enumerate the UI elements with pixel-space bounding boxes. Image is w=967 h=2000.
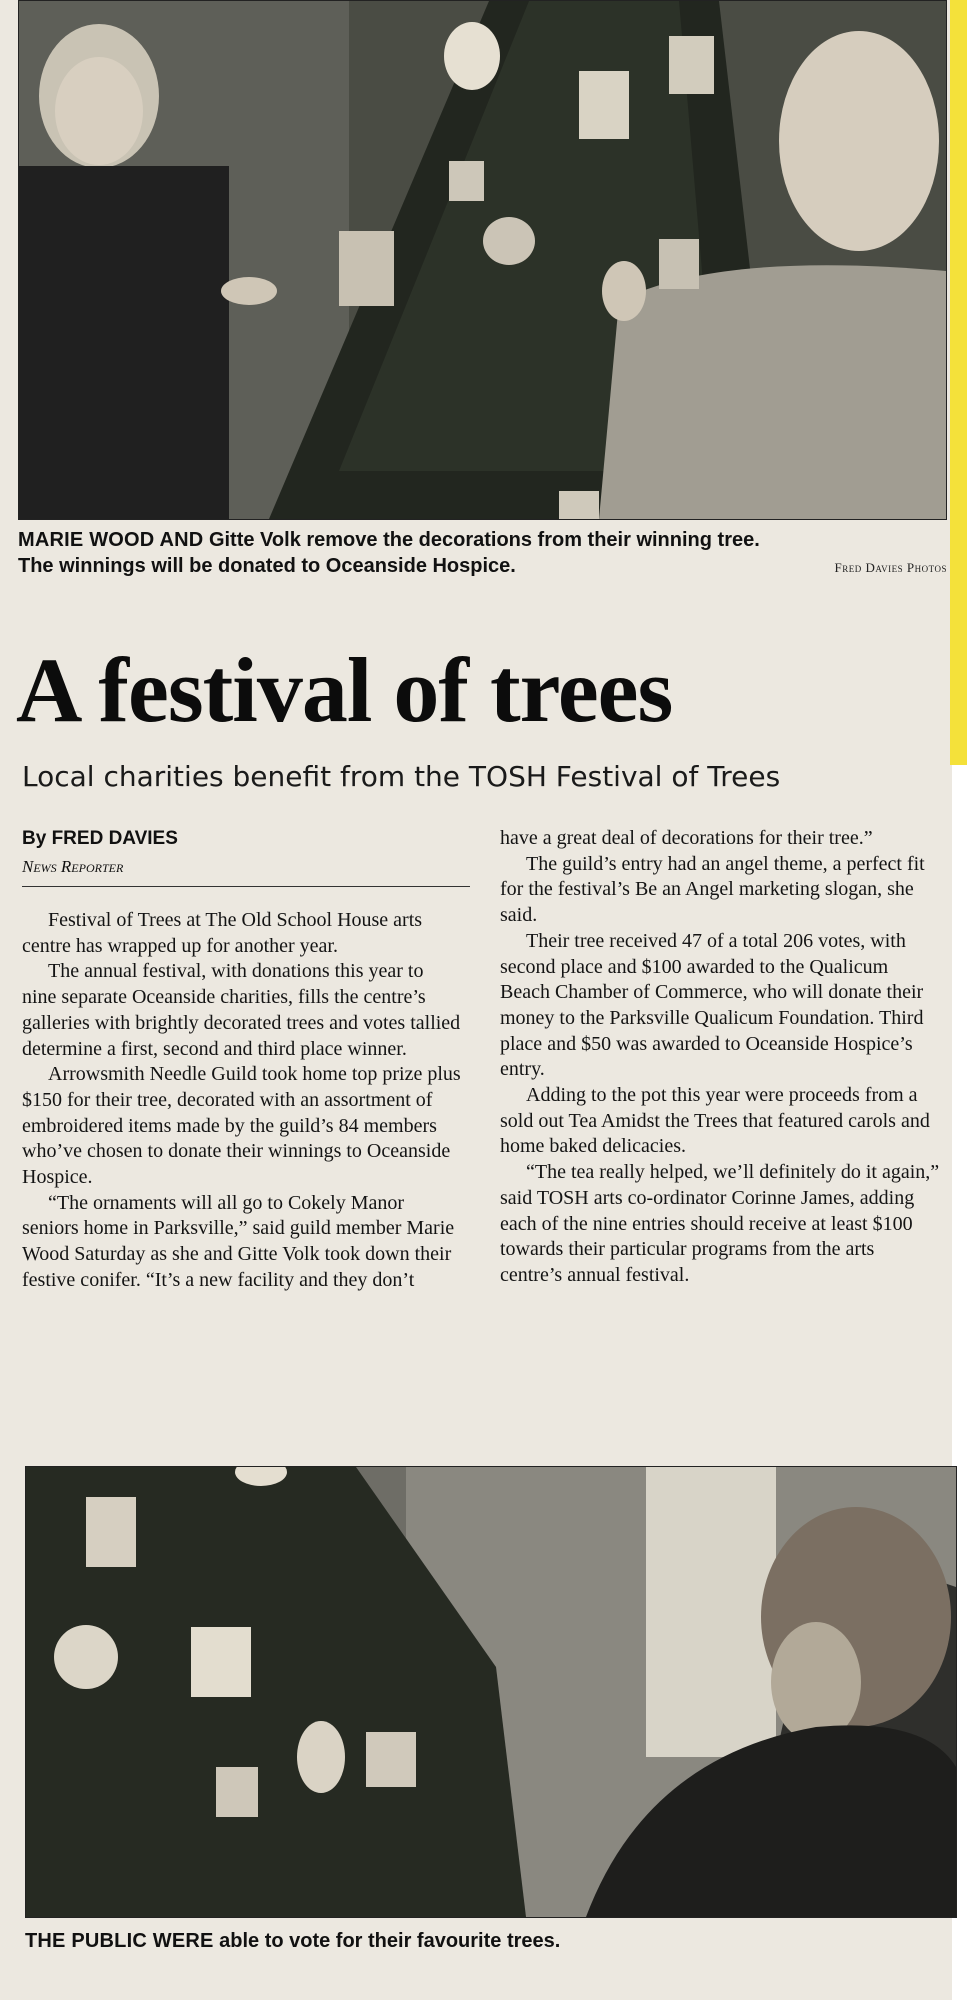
byline-rule xyxy=(22,886,470,887)
bottom-photo-image xyxy=(26,1467,956,1917)
paragraph: Adding to the pot this year were proceeds from a sold out Tea Amidst the Trees that featured carols and home baked delicacies. xyxy=(500,1084,930,1158)
paragraph: “The ornaments will all go to Cokely Manor seniors home in Parksville,” said guild member Marie Wood Saturday as she and Gitte Volk took down their festive conifer. “It’s a new facility and they don’t xyxy=(22,1191,455,1291)
paragraph: The guild’s entry had an angel theme, a perfect fit for the festival’s Be an Angel marketing slogan, she said. xyxy=(500,852,925,927)
paragraph: Festival of Trees at The Old School House arts centre has wrapped up for another year. xyxy=(22,909,423,957)
paragraph: have a great deal of decorations for their tree.” xyxy=(500,827,873,849)
paragraph: “The tea really helped, we’ll definitely do it again,” said TOSH arts co-ordinator Corinne James, adding each of the nine entries should receive at least $100 towards their particular programs from the arts centre’s annual festival. xyxy=(500,1161,940,1286)
byline: By FRED DAVIES xyxy=(22,828,178,849)
background-strip xyxy=(950,0,967,765)
bottom-photo-caption xyxy=(25,1928,560,1954)
paragraph: Their tree received 47 of a total 206 votes, with second place and $100 awarded to the Qualicum Beach Chamber of Commerce, who will donate their money to the Parksville Qualicum Foundation. Third place and $50 was awarded to Oceanside Hospice’s entry. xyxy=(500,929,924,1081)
top-photo-caption xyxy=(18,527,947,587)
caption-text: Gitte Volk remove the decorations from their winning tree. xyxy=(203,529,760,551)
deck: Local charities benefit from the TOSH Festival of Trees xyxy=(22,760,781,793)
paragraph: The annual festival, with donations this year to nine separate Oceanside charities, fills the centre’s galleries with brightly decorated trees and votes tallied determine a first, second and third place winner. xyxy=(22,960,461,1060)
photo-credit: Fred Davies Photos xyxy=(834,560,947,575)
byline-role: News Reporter xyxy=(22,857,124,876)
headline: A festival of trees xyxy=(16,639,673,741)
top-photo xyxy=(18,0,947,520)
paragraph: Arrowsmith Needle Guild took home top prize plus $150 for their tree, decorated with an assortment of embroidered items made by the guild’s 84 members who’ve chosen to donate their winnings to Oceanside Hospice. xyxy=(22,1063,461,1189)
article-column-right xyxy=(500,826,940,1289)
caption-text: able to vote for their favourite trees. xyxy=(213,1930,561,1952)
article-column-left xyxy=(22,908,462,1294)
bottom-photo xyxy=(25,1466,957,1918)
top-photo-image xyxy=(19,1,946,519)
caption-lead: MARIE WOOD AND xyxy=(18,529,204,551)
caption-line-2: The winnings will be donated to Oceanside Hospice. xyxy=(18,555,516,577)
caption-lead: THE PUBLIC WERE xyxy=(25,1930,214,1952)
